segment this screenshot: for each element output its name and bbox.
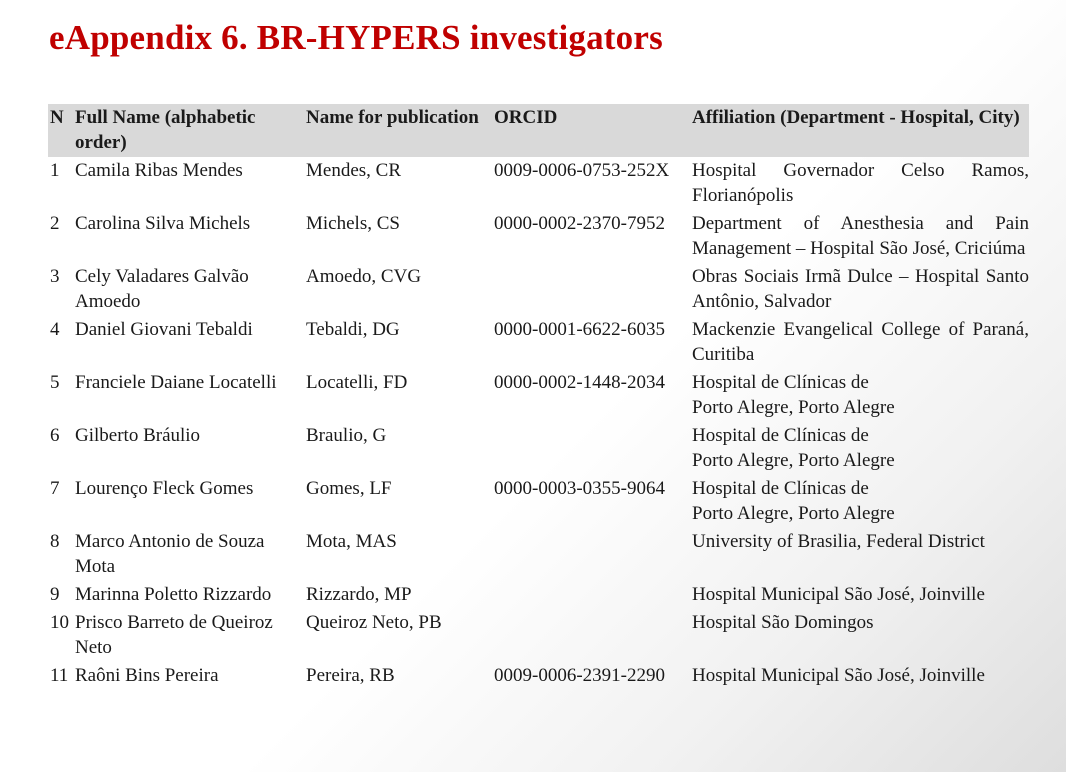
publication-name-cell: Braulio, G: [306, 425, 387, 446]
publication-name-cell: Locatelli, FD: [306, 372, 408, 393]
header-row: [48, 104, 1029, 157]
affiliation-line: Porto Alegre, Porto Alegre: [692, 503, 895, 524]
full-name-cell: Lourenço Fleck Gomes: [75, 478, 254, 499]
table-row: [48, 528, 1029, 581]
orcid-cell: [494, 528, 692, 581]
affiliation-line: Porto Alegre, Porto Alegre: [692, 450, 895, 471]
orcid-cell: 0000-0002-1448-2034: [494, 372, 665, 393]
affiliation-cell: [692, 475, 1029, 528]
orcid-cell: 0000-0001-6622-6035: [494, 319, 665, 340]
row-number: 1: [50, 160, 60, 181]
affiliation-cell: [692, 422, 1029, 475]
full-name-cell: Gilberto Bráulio: [75, 425, 201, 446]
row-number: 4: [50, 319, 60, 340]
affiliation-cell: Obras Sociais Irmã Dulce – Hospital Santo Antônio, Salvador: [692, 266, 1029, 312]
table-row: [48, 157, 1029, 210]
table-row: [48, 581, 1029, 609]
header-publication-name: Name for publication: [306, 104, 494, 157]
publication-name-cell: Rizzardo, MP: [306, 584, 412, 605]
row-number: 5: [50, 372, 60, 393]
publication-name-cell: Gomes, LF: [306, 478, 392, 499]
publication-name-cell: Tebaldi, DG: [306, 319, 400, 340]
row-number: 11: [50, 665, 69, 686]
row-number: 7: [50, 478, 60, 499]
orcid-cell: [494, 263, 692, 316]
header-orcid: ORCID: [494, 104, 692, 157]
row-number: 9: [50, 584, 60, 605]
orcid-cell: [494, 422, 692, 475]
investigators-table: [48, 104, 1029, 690]
table-row: [48, 609, 1029, 662]
full-name-cell: Raôni Bins Pereira: [75, 665, 219, 686]
table-header: [48, 104, 1029, 157]
orcid-cell: 0000-0002-2370-7952: [494, 213, 665, 234]
orcid-cell: 0009-0006-0753-252X: [494, 160, 670, 181]
affiliation-cell: Department of Anesthesia and Pain Management – Hospital São José, Criciúma: [692, 213, 1029, 259]
affiliation-cell: Hospital Governador Celso Ramos, Florianópolis: [692, 160, 1029, 206]
table-row: [48, 422, 1029, 475]
page-title: eAppendix 6. BR-HYPERS investigators: [49, 18, 663, 57]
affiliation-line: Porto Alegre, Porto Alegre: [692, 397, 895, 418]
table-row: [48, 210, 1029, 263]
affiliation-cell: Hospital Municipal São José, Joinville: [692, 665, 985, 686]
full-name-cell: Cely Valadares Galvão Amoedo: [75, 266, 249, 312]
affiliation-cell: Hospital São Domingos: [692, 612, 874, 633]
orcid-cell: 0000-0003-0355-9064: [494, 478, 665, 499]
affiliation-cell: Hospital Municipal São José, Joinville: [692, 584, 985, 605]
table-row: [48, 475, 1029, 528]
header-n: N: [48, 104, 75, 157]
publication-name-cell: Pereira, RB: [306, 665, 395, 686]
orcid-cell: [494, 581, 692, 609]
affiliation-line: Hospital de Clínicas de: [692, 425, 869, 446]
publication-name-cell: Michels, CS: [306, 213, 400, 234]
affiliation-cell: University of Brasilia, Federal District: [692, 531, 985, 552]
table-row: [48, 263, 1029, 316]
full-name-cell: Marinna Poletto Rizzardo: [75, 584, 272, 605]
full-name-cell: Camila Ribas Mendes: [75, 160, 243, 181]
row-number: 2: [50, 213, 60, 234]
publication-name-cell: Queiroz Neto, PB: [306, 612, 442, 633]
orcid-cell: 0009-0006-2391-2290: [494, 665, 665, 686]
full-name-cell: Daniel Giovani Tebaldi: [75, 319, 253, 340]
row-number: 3: [50, 266, 60, 287]
table-row: [48, 316, 1029, 369]
row-number: 8: [50, 531, 60, 552]
publication-name-cell: Mota, MAS: [306, 531, 397, 552]
publication-name-cell: Mendes, CR: [306, 160, 401, 181]
row-number: 10: [50, 612, 69, 633]
publication-name-cell: Amoedo, CVG: [306, 266, 422, 287]
affiliation-cell: Mackenzie Evangelical College of Paraná, Curitiba: [692, 319, 1029, 365]
affiliation-cell: [692, 369, 1029, 422]
full-name-cell: Franciele Daiane Locatelli: [75, 372, 277, 393]
affiliation-line: Hospital de Clínicas de: [692, 478, 869, 499]
full-name-cell: Prisco Barreto de Queiroz Neto: [75, 612, 273, 658]
table-row: [48, 369, 1029, 422]
affiliation-line: Hospital de Clínicas de: [692, 372, 869, 393]
header-full-name: Full Name (alphabetic order): [75, 104, 306, 157]
full-name-cell: Carolina Silva Michels: [75, 213, 251, 234]
row-number: 6: [50, 425, 60, 446]
orcid-cell: [494, 609, 692, 662]
full-name-cell: Marco Antonio de Souza Mota: [75, 531, 265, 577]
header-affiliation: Affiliation (Department - Hospital, City): [692, 104, 1029, 157]
table-body: [48, 157, 1029, 690]
table-row: [48, 662, 1029, 690]
